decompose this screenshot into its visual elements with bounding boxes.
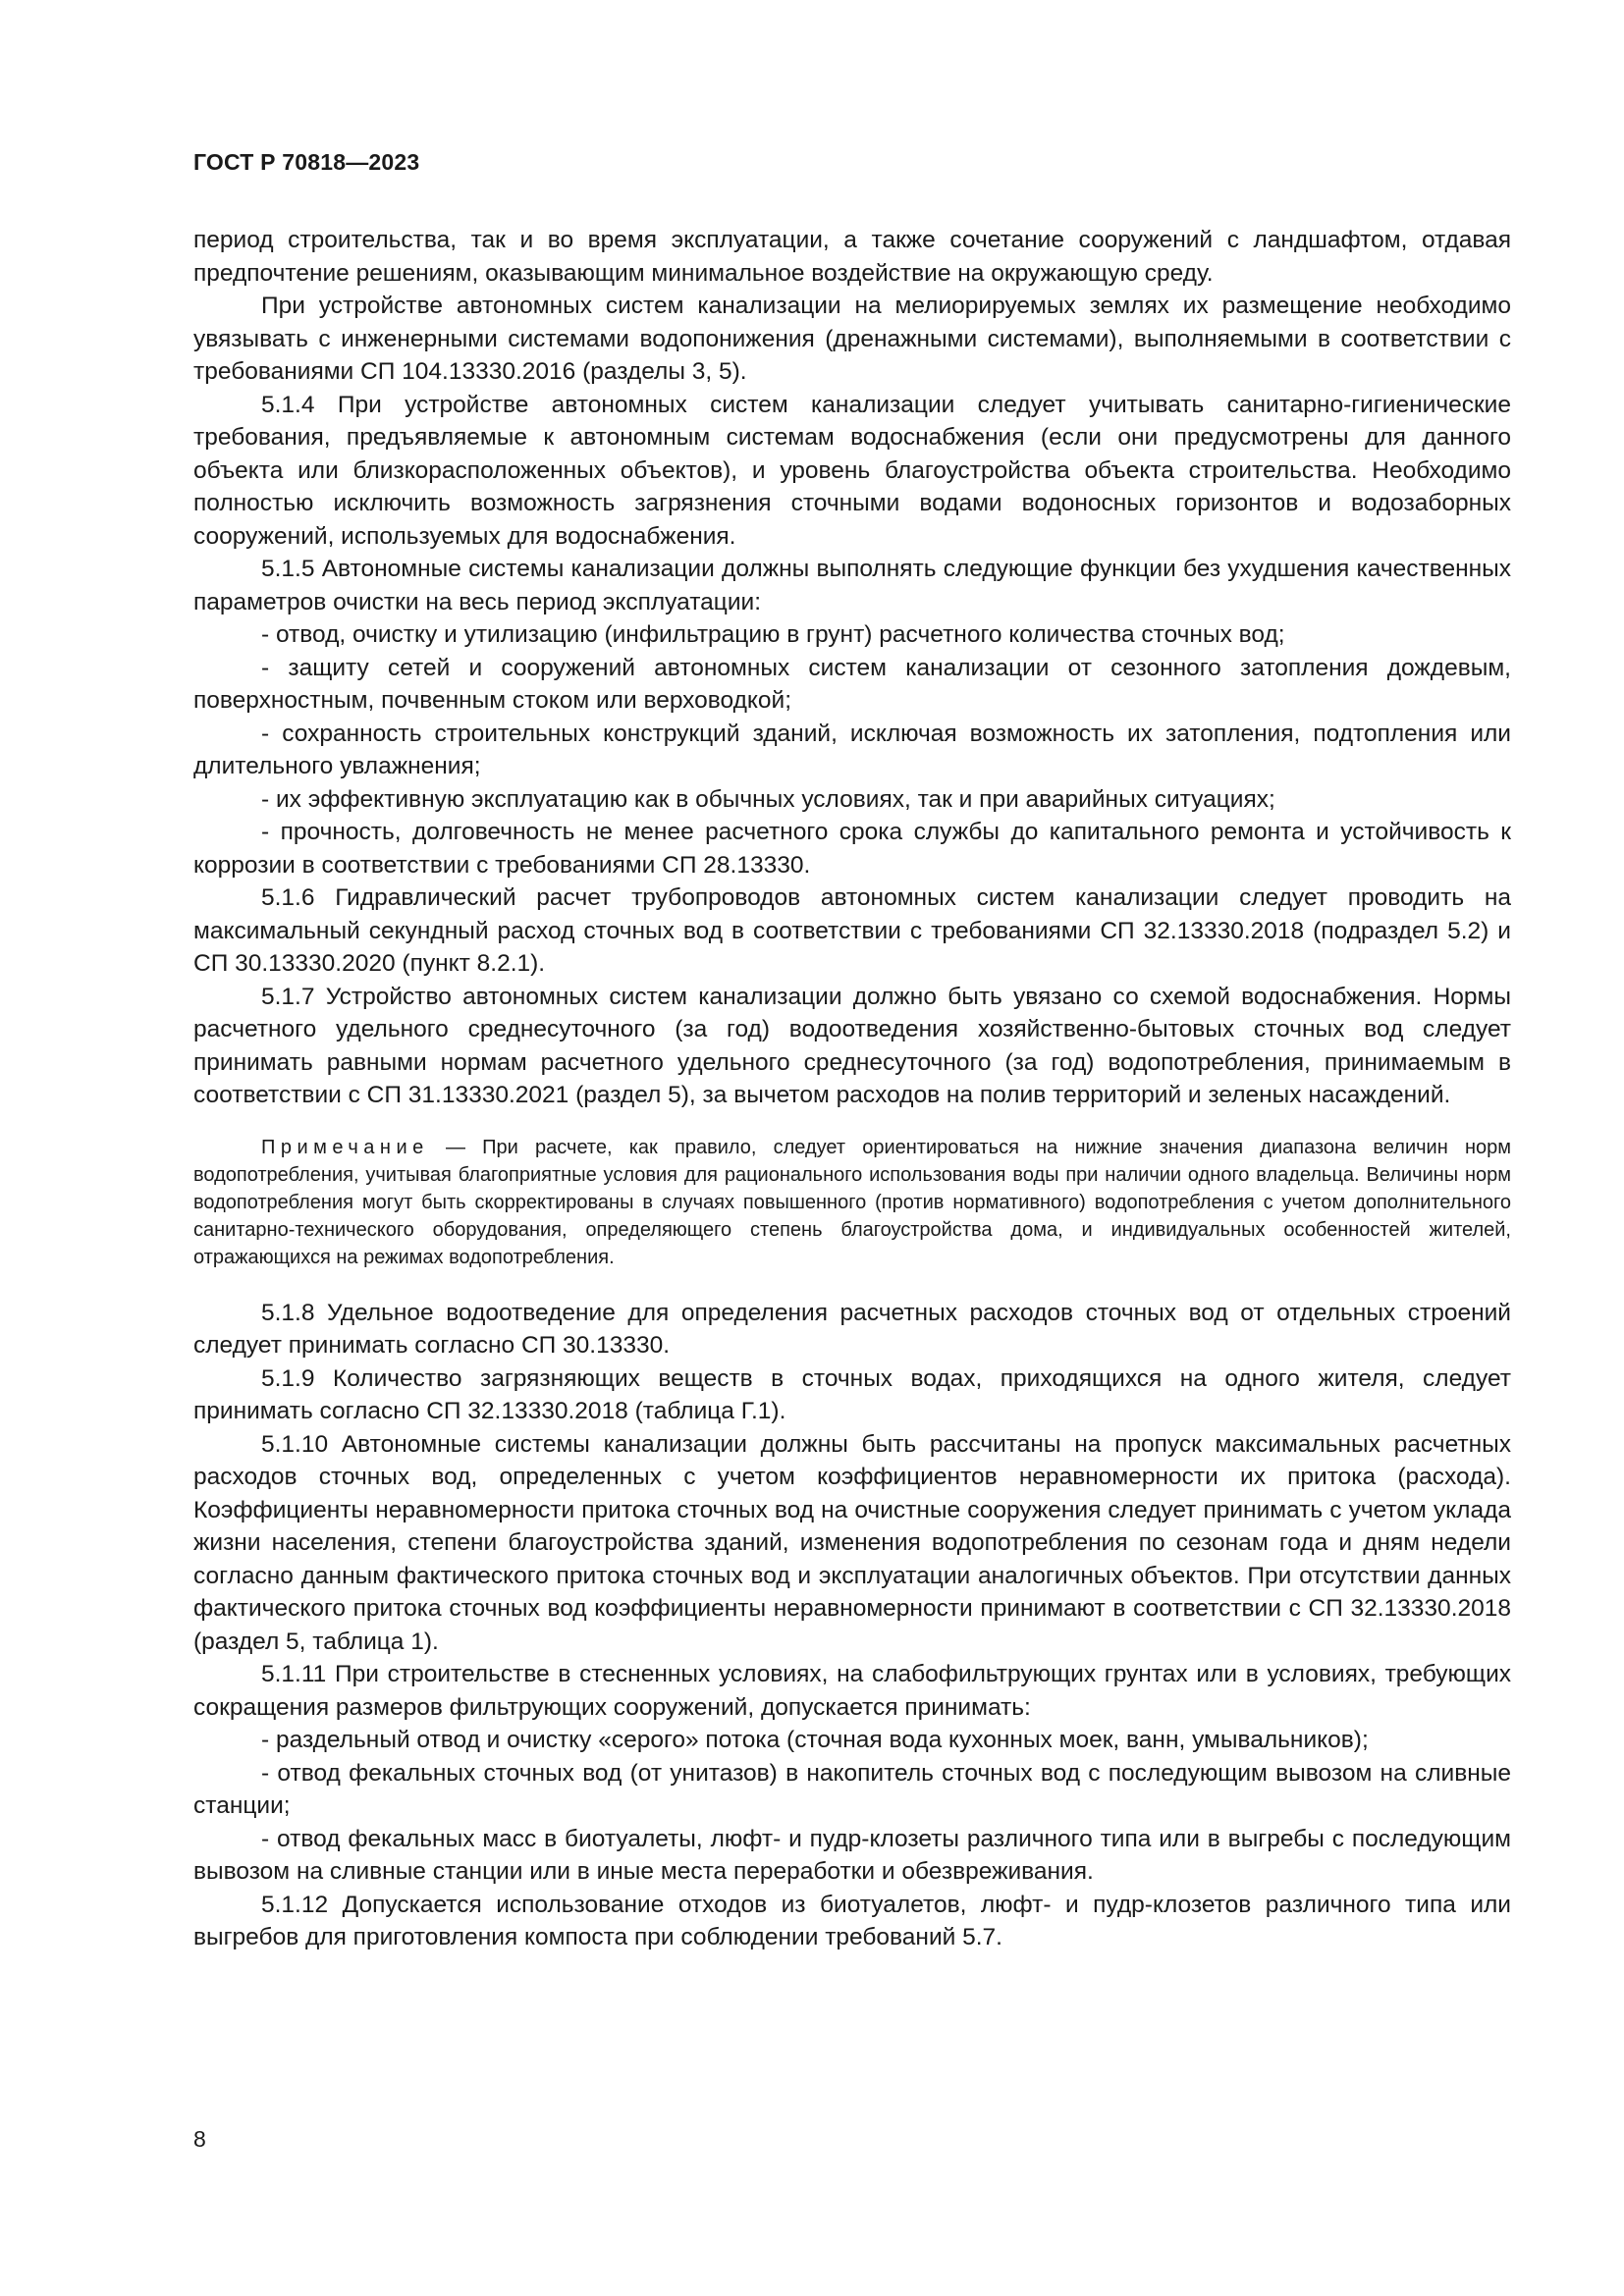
page-number: 8	[193, 2126, 206, 2152]
list-item: - прочность, долговечность не менее расчетного срока службы до капитального ремонта и устойчивость к коррозии в соответствии с требованиями СП 28.13330.	[193, 819, 1511, 879]
note-text: — При расчете, как правило, следует ориентироваться на нижние значения диапазона величин норм водопотребления, учитывая благоприятные условия для рационального использования воды при наличии одного владельца. Величины норм водопотребления могут быть скорректированы в случаях повышенного (против нормативного) водопотребления с учетом дополнительного санитарно-технического оборудования, определяющего степень благоустройства дома, и индивидуальных особенностей жителей, отражающихся на режимах водопотребления.	[193, 1136, 1511, 1268]
clause-5-1-7: 5.1.7 Устройство автономных систем канализации должно быть увязано со схемой водоснабжения. Нормы расчетного удельного среднесуточного (за год) водоотведения хозяйственно-бытовых сточных вод следует принимать равными нормам расчетного удельного среднесуточного (за год) водопотребления, принимаемым в соответствии с СП 31.13330.2021 (раздел 5), за вычетом расходов на полив территорий и зеленых насаждений.	[193, 983, 1511, 1108]
note-block	[193, 1134, 1511, 1271]
paragraph-melioration: При устройстве автономных систем канализации на мелиорируемых землях их размещение необходимо увязывать с инженерными системами водопонижения (дренажными системами), выполняемыми в соответствии с требованиями СП 104.13330.2016 (разделы 3, 5).	[193, 293, 1511, 385]
list-item: - сохранность строительных конструкций зданий, исключая возможность их затопления, подтопления или длительного увлажнения;	[193, 720, 1511, 779]
clause-5-1-11: 5.1.11 При строительстве в стесненных условиях, на слабофильтрующих грунтах или в условиях, требующих сокращения размеров фильтрующих сооружений, допускается принимать:	[193, 1661, 1511, 1721]
note-label: Примечание	[261, 1136, 429, 1158]
clause-5-1-4: 5.1.4 При устройстве автономных систем канализации следует учитывать санитарно-гигиенические требования, предъявляемые к автономным системам водоснабжения (если они предусмотрены для данного объекта или близкорасположенных объектов), и уровень благоустройства объекта строительства. Необходимо полностью исключить возможность загрязнения сточными водами водоносных горизонтов и водозаборных сооружений, используемых для водоснабжения.	[193, 391, 1511, 550]
clause-5-1-5: 5.1.5 Автономные системы канализации должны выполнять следующие функции без ухудшения качественных параметров очистки на весь период эксплуатации:	[193, 556, 1511, 615]
list-item: - раздельный отвод и очистку «серого» потока (сточная вода кухонных моек, ванн, умывальников);	[261, 1727, 1369, 1753]
list-item: - защиту сетей и сооружений автономных систем канализации от сезонного затопления дождевым, поверхностным, почвенным стоком или верховодкой;	[193, 654, 1511, 714]
clause-5-1-10: 5.1.10 Автономные системы канализации должны быть рассчитаны на пропуск максимальных расчетных расходов сточных вод, определенных с учетом коэффициентов неравномерности их притока (расхода). Коэффициенты неравномерности притока сточных вод на очистные сооружения следует принимать с учетом уклада жизни населения, степени благоустройства зданий, изменения водопотребления по сезонам года и дням недели согласно данным фактического притока сточных вод и эксплуатации аналогичных объектов. При отсутствии данных фактического притока сточных вод коэффициенты неравномерности принимают в соответствии с СП 32.13330.2018 (раздел 5, таблица 1).	[193, 1430, 1511, 1655]
list-item: - отвод фекальных сточных вод (от унитазов) в накопитель сточных вод с последующим вывозом на сливные станции;	[193, 1759, 1511, 1819]
clause-5-1-9: 5.1.9 Количество загрязняющих веществ в сточных водах, приходящихся на одного жителя, следует принимать согласно СП 32.13330.2018 (таблица Г.1).	[193, 1364, 1511, 1424]
clause-5-1-8: 5.1.8 Удельное водоотведение для определения расчетных расходов сточных вод от отдельных строений следует принимать согласно СП 30.13330.	[193, 1299, 1511, 1359]
paragraph-continuation: период строительства, так и во время эксплуатации, а также сочетание сооружений с ландшафтом, отдавая предпочтение решениям, оказывающим минимальное воздействие на окружающую среду.	[193, 227, 1511, 287]
list-item: - отвод, очистку и утилизацию (инфильтрацию в грунт) расчетного количества сточных вод;	[261, 621, 1285, 648]
document-header: ГОСТ Р 70818—2023	[193, 149, 420, 175]
list-item: - отвод фекальных масс в биотуалеты, люфт- и пудр-клозеты различного типа или в выгребы с последующим вывозом на сливные станции или в иные места переработки и обезвреживания.	[193, 1825, 1511, 1885]
list-item: - их эффективную эксплуатацию как в обычных условиях, так и при аварийных ситуациях;	[261, 785, 1275, 813]
document-body	[193, 224, 1511, 1954]
clause-5-1-12: 5.1.12 Допускается использование отходов из биотуалетов, люфт- и пудр-клозетов различного типа или выгребов для приготовления компоста при соблюдении требований 5.7.	[193, 1891, 1511, 1950]
clause-5-1-6: 5.1.6 Гидравлический расчет трубопроводов автономных систем канализации следует проводить на максимальный секундный расход сточных вод в соответствии с требованиями СП 32.13330.2018 (подраздел 5.2) и СП 30.13330.2020 (пункт 8.2.1).	[193, 884, 1511, 977]
